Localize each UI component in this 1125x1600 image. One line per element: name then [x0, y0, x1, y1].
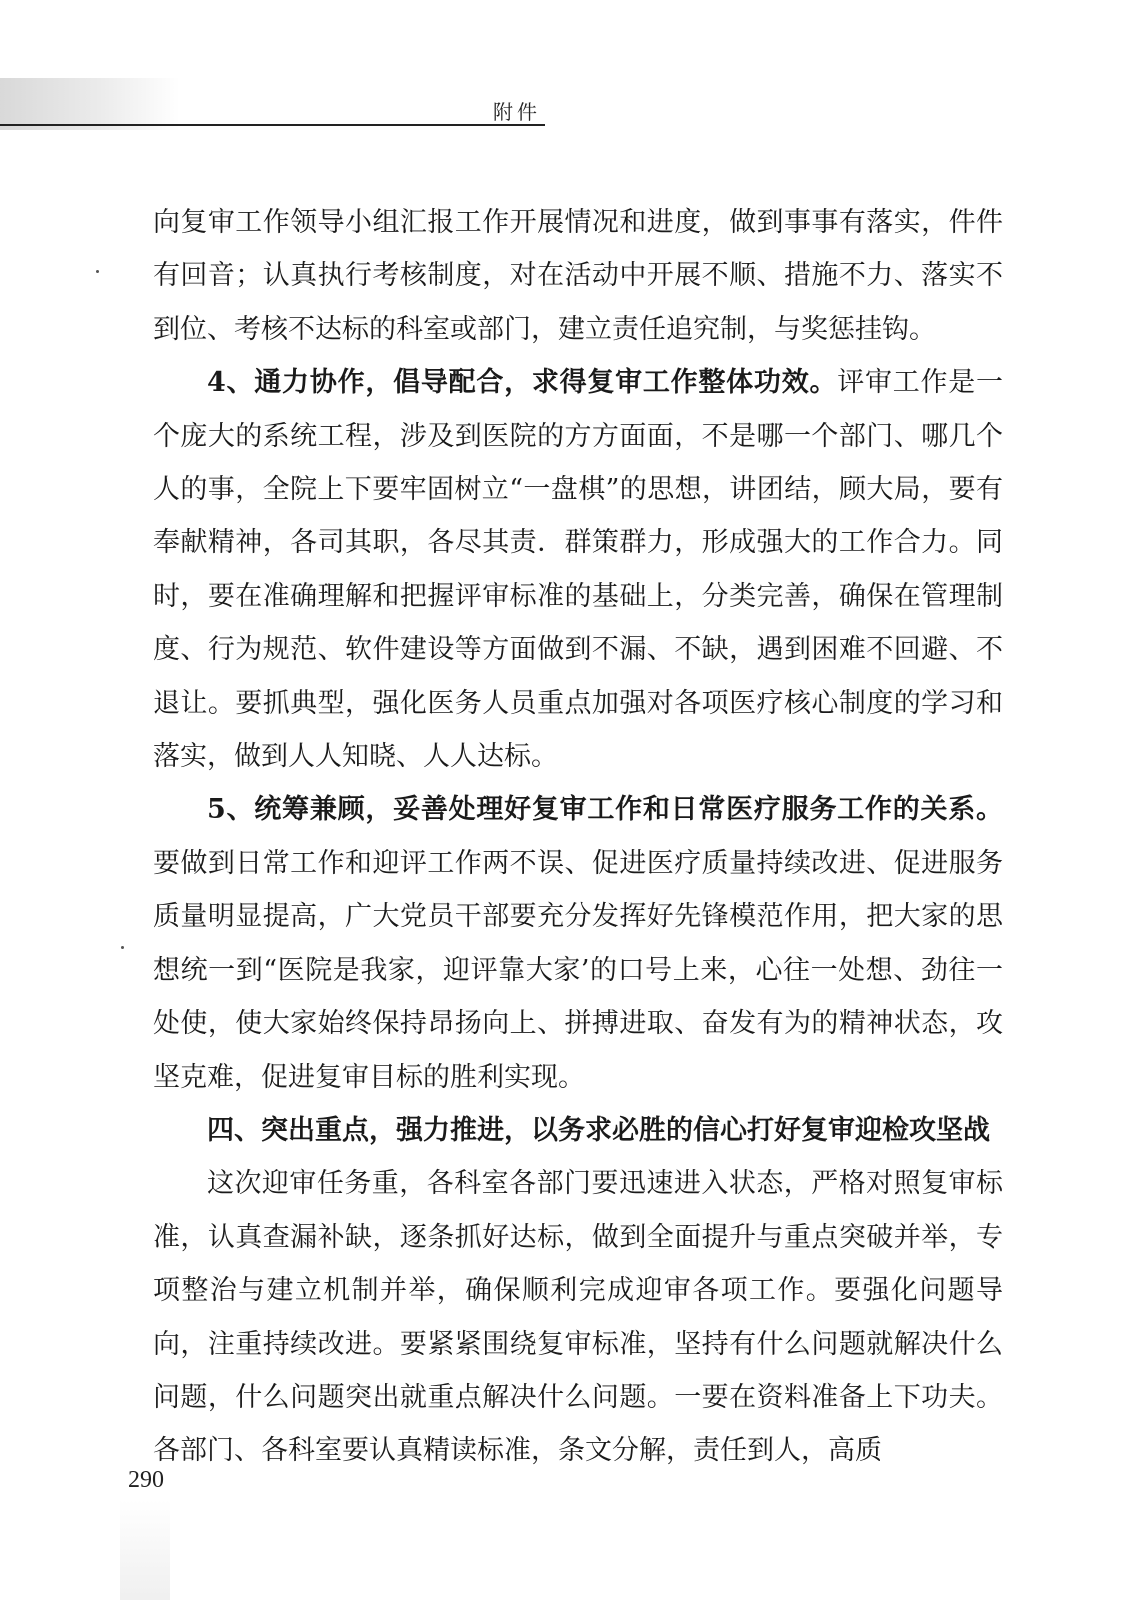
item-heading: 5、统筹兼顾，妥善处理好复审工作和日常医疗服务工作的关系。 — [207, 794, 1003, 826]
scan-speck — [121, 946, 124, 949]
section-heading: 四、突出重点，强力推进，以务求必胜的信心打好复审迎检攻坚战 — [207, 1114, 990, 1146]
paragraph-item-5 — [153, 783, 1003, 1103]
paragraph-text: 要做到日常工作和迎评工作两不误、促进医疗质量持续改进、促进服务质量明显提高，广大党员干部要充分发挥好先锋模范作用，把大家的思想统一到“医院是我家，迎评靠大家’的口号上来，心往一处想、劲往一处使，使大家始终保持昂扬向上、拼搏进取、奋发有为的精神状态，攻坚克难，促进复审目标的胜利实现。 — [153, 847, 1003, 1093]
header-rule — [0, 124, 545, 126]
paragraph-text: 评审工作是一个庞大的系统工程，涉及到医院的方方面面，不是哪一个部门、哪几个人的事，全院上下要牢固树立“一盘棋”的思想，讲团结，顾大局，要有奉献精神，各司其职，各尽其责．群策群力，形成强大的工作合力。同时，要在准确理解和把握评审标准的基础上，分类完善，确保在管理制度、行为规范、软件建设等方面做到不漏、不缺，遇到困难不回避、不退让。要抓典型，强化医务人员重点加强对各项医疗核心制度的学习和落实，做到人人知晓、人人达标。 — [153, 367, 1003, 773]
paragraph-text: 这次迎审任务重，各科室各部门要迅速进入状态，严格对照复审标准，认真查漏补缺，逐条抓好达标，做到全面提升与重点突破并举，专项整治与建立机制并举，确保顺利完成迎审各项工作。要强化问题导向，注重持续改进。要紧紧围绕复审标准，坚持有什么问题就解决什么问题，什么问题突出就重点解决什么问题。一要在资料准备上下功夫。各部门、各科室要认真精读标准，条文分解，责任到人，高质 — [153, 1168, 1003, 1467]
scan-speck — [96, 270, 99, 273]
document-body — [153, 196, 1003, 1478]
item-heading: 4、通力协作，倡导配合，求得复审工作整体功效。 — [207, 367, 838, 399]
scan-shading-bottom — [120, 1500, 170, 1600]
scan-shading-top — [0, 78, 180, 130]
paragraph-item-4 — [153, 356, 1003, 783]
page-number: 290 — [128, 1467, 164, 1493]
section-heading-four — [153, 1104, 1003, 1157]
paragraph-continued — [153, 196, 1003, 356]
running-header: 附件 — [493, 100, 541, 124]
paragraph-text: 向复审工作领导小组汇报工作开展情况和进度，做到事事有落实，件件有回音；认真执行考核制度，对在活动中开展不顺、措施不力、落实不到位、考核不达标的科室或部门，建立责任追究制，与奖惩挂钩。 — [153, 207, 1003, 345]
paragraph-section-body — [153, 1157, 1003, 1477]
